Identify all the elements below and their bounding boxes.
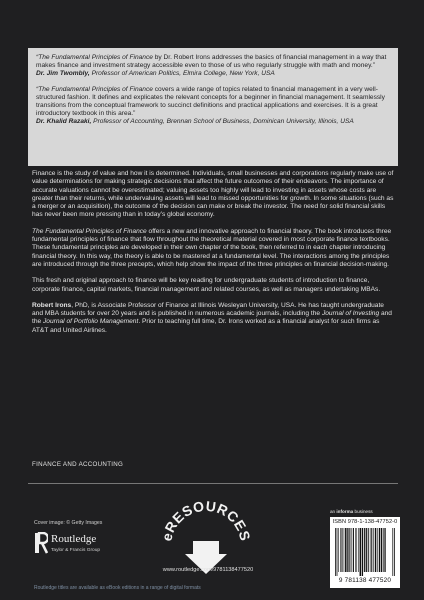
- review-text: covers a wide range of topics related to financial management in a very well-structured fashion. It defines and explicates the relevant concepts for a beginner in financial management. It seamlessly transitions from the conceptual framework to succinct definitions and practical applications and exercises. It is a great introductory textbook in this area.”: [36, 85, 385, 118]
- reviewer-affiliation: Professor of American Politics, Elmira College, New York, USA: [89, 70, 275, 78]
- isbn-barcode-block: [330, 517, 400, 588]
- book-title: The Fundamental Principles of Finance: [38, 85, 153, 93]
- routledge-logo-icon: [34, 532, 48, 554]
- review-1: [36, 54, 390, 79]
- review-quote: “The Fundamental Principles of Finance by Dr. Robert Irons addresses the basics of financial management in a way that makes finance and investment strategy accessible even to those of us who regularly struggle with math and money.”: [36, 54, 387, 70]
- book-title: The Fundamental Principles of Finance: [38, 54, 153, 61]
- journal-name: Journal of Investing: [321, 310, 380, 318]
- informa-business-mark: [330, 509, 373, 514]
- review-attribution: [36, 118, 390, 126]
- reviewer-name: Dr. Jim Twombly,: [36, 70, 90, 78]
- subject-category: FINANCE AND ACCOUNTING: [32, 461, 124, 468]
- book-url-path: /9781138477520: [211, 567, 254, 573]
- cover-credit: Cover image: © Getty Images: [34, 520, 103, 526]
- review-attribution: [36, 70, 390, 78]
- blurb-text: offers a new and innovative approach to financial theory. The book introduces three fundamental principles of finance that flow throughout the theoretical material covered in most corporate finance textbooks. These fundamental principles are developed in their own chapter of the book, then referred to in each chapter introducing financial theory. In this way, the theory is able to be mastered at a fundamental level. The interactions among the principles are introduced through the three precepts, which help show the impact of the three principles on financial decision-making.: [32, 227, 392, 268]
- ebook-notice: Routledge titles are available as eBook editions in a range of digital formats: [34, 585, 201, 591]
- website: www.routledge.com: [162, 567, 212, 573]
- publisher-url: [134, 567, 282, 573]
- divider: [28, 483, 398, 484]
- informa-brand: informa: [336, 509, 354, 514]
- review-panel: [28, 48, 398, 166]
- review-2: [36, 86, 390, 127]
- blurb-paragraph: Finance is the study of value and how it is determined. Individuals, small businesses and corporations regularly make use of value determinations for making strategic decisions that affect the future outcomes of their endeavors. The importance of accurate valuations cannot be overestimated; valuing assets too highly will lead to investing in assets whose costs are greater than their returns, while undervaluing assets will lead to missed opportunities for growth. In some situations (such as a merger or an acquisition), the outcome of the decision can make or break the investor. The need for solid financial skills has never been more pressing than in today’s global economy.: [32, 170, 394, 219]
- back-cover-blurb: [32, 170, 394, 343]
- informa-prefix: an: [330, 509, 337, 514]
- bio-text: and the: [32, 310, 392, 326]
- bio-text: . Prior to teaching full time, Dr. Irons worked as a financial analyst for such firms as AT&T and United Airlines.: [32, 318, 380, 334]
- blurb-paragraph: This fresh and original approach to finance will be key reading for undergraduate students of introduction to finance, corporate finance, capital markets, financial management and related courses, as well as managers undertaking MBAs.: [32, 277, 381, 293]
- eresources-label: eRESOURCES: [158, 497, 254, 543]
- publisher-logo: [34, 530, 114, 564]
- publisher-group: Taylor & Francis Group: [51, 548, 101, 553]
- eresources-badge-icon: [155, 494, 257, 578]
- publisher-name: Routledge: [51, 533, 97, 545]
- informa-suffix: business: [353, 509, 373, 514]
- reviewer-affiliation: Professor of Accounting, Brennan School of Business, Dominican University, Illinois, USA: [91, 118, 354, 126]
- journal-name: Journal of Portfolio Management: [43, 318, 139, 326]
- review-quote: “The Fundamental Principles of Finance covers a wide range of topics related to financial management in a very well-structured fashion. It defines and explicates the relevant concepts for a beginner in financial management. It seamlessly transitions from the conceptual framework to succinct definitions and practical applications and exercises. It is a great introductory textbook in this area.”: [36, 85, 385, 118]
- author-name: Robert Irons: [32, 301, 72, 309]
- reviewer-name: Dr. Khalid Razaki,: [36, 118, 92, 126]
- blurb-paragraph: [32, 228, 394, 269]
- review-text: by Dr. Robert Irons addresses the basics of financial management in a way that makes finance and investment strategy accessible even to those of us who regularly struggle with math and money.”: [36, 54, 387, 70]
- barcode-number: 9 781138 477520: [338, 577, 392, 584]
- book-title: The Fundamental Principles of Finance: [32, 227, 147, 235]
- isbn: ISBN 978-1-138-47752-0: [332, 519, 398, 525]
- barcode-icon: [334, 528, 396, 576]
- author-bio: [32, 302, 394, 335]
- bio-text: , PhD, is Associate Professor of Finance at Illinois Wesleyan University, USA. He has taught undergraduate and MBA students for over 20 years and is published in numerous academic journals, including the: [32, 301, 384, 318]
